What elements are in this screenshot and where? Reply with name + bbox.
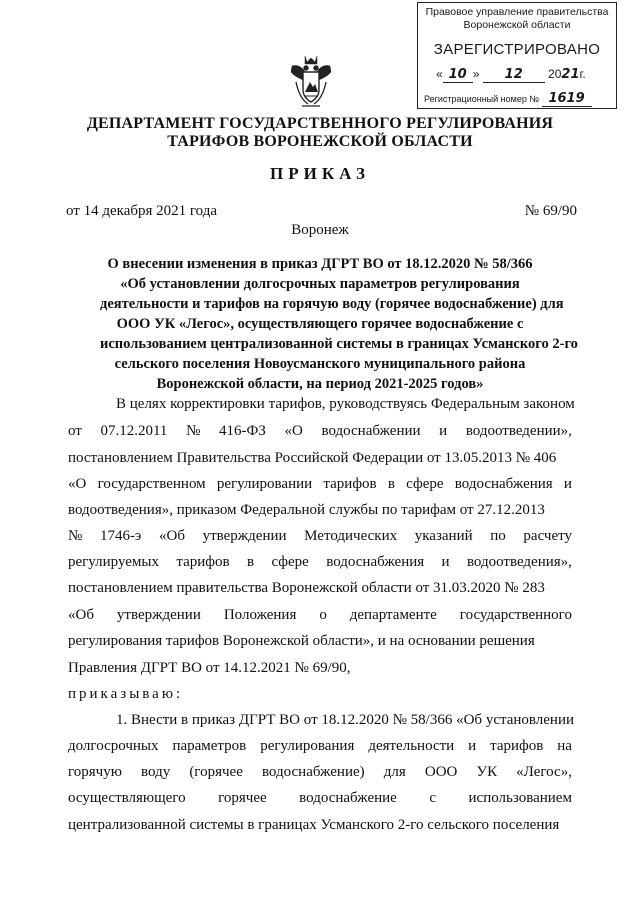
body-word: Положения — [223, 607, 297, 623]
body-word: и — [563, 476, 572, 492]
body-word: горячую — [68, 764, 122, 780]
body-word: водоснабжения — [454, 476, 553, 492]
body-word: водоснабжение) — [261, 764, 365, 780]
order-date: от 14 декабря 2021 года — [66, 203, 218, 219]
body-word: «Об — [159, 528, 185, 544]
subject-line: О внесении изменения в приказ ДГРТ ВО от 18.12.2020 № 58/366 — [107, 256, 533, 272]
body-word: воду — [141, 764, 171, 780]
body-word: регулируемых — [68, 554, 159, 570]
body-line — [68, 790, 572, 807]
body-word: водоотведения», — [466, 554, 572, 570]
body-line — [68, 554, 572, 571]
body-word: деятельности — [368, 738, 455, 754]
subject-line: Воронежской области, на период 2021-2025 годов» — [156, 376, 484, 392]
body-word: и — [439, 423, 448, 439]
prikazyvayu-label: приказываю: — [68, 686, 184, 702]
body-word: водоснабжение — [299, 790, 397, 806]
subject-line: использованием централизованной системы в границах Усманского 2-го — [100, 336, 578, 352]
body-word: в — [387, 476, 395, 492]
stamp-reg-number-label: Регистрационный номер № — [424, 94, 540, 104]
stamp-reg-number-value: 1619 — [548, 91, 585, 106]
body-line — [68, 423, 572, 440]
body-word: использованием — [468, 790, 572, 806]
body-word: с — [429, 790, 437, 806]
body-line: водоотведения», приказом Федеральной службы по тарифам от 27.12.2013 — [68, 502, 545, 518]
body-word: «О — [68, 476, 87, 492]
body-word: «Легос», — [516, 764, 572, 780]
body-word: о — [319, 607, 327, 623]
department-name-line2: ТАРИФОВ ВОРОНЕЖСКОЙ ОБЛАСТИ — [167, 133, 473, 150]
body-word: расчету — [523, 528, 572, 544]
body-line: регулирования тарифов Воронежской области», и на основании решения — [68, 633, 535, 649]
body-word: указаний — [414, 528, 473, 544]
body-line: 1. Внести в приказ ДГРТ ВО от 18.12.2020 № 58/366 «Об установлении — [116, 712, 575, 728]
body-word: 07.12.2011 — [100, 423, 168, 439]
body-line: Правления ДГРТ ВО от 14.12.2021 № 69/90, — [68, 660, 351, 676]
body-line — [68, 764, 572, 781]
body-word: 1746-э — [99, 528, 142, 544]
order-title: ПРИКАЗ — [270, 164, 370, 183]
body-word: утверждении — [202, 528, 287, 544]
stamp-date-day: 10 — [448, 67, 467, 82]
body-word: № — [186, 423, 201, 439]
body-word: долгосрочных — [68, 738, 159, 754]
body-word: регулировании — [216, 476, 313, 492]
body-word: и — [441, 554, 450, 570]
body-word: водоснабжения — [326, 554, 425, 570]
body-word: горячее — [218, 790, 267, 806]
body-word: осуществляющего — [68, 790, 186, 806]
order-subject — [100, 254, 578, 394]
body-word: ООО — [424, 764, 458, 780]
body-word: регулирования — [260, 738, 355, 754]
body-line: В целях корректировки тарифов, руководствуясь Федеральным законом — [116, 396, 575, 412]
subject-line: ООО УК «Легос», осуществляющего горячее водоснабжение с — [116, 316, 524, 332]
body-word: тарифов — [323, 476, 377, 492]
body-word: № — [68, 528, 83, 544]
subject-line: деятельности и тарифов на горячую воду (горячее водоснабжение) для — [100, 296, 564, 312]
body-word: в — [246, 554, 255, 570]
body-line: централизованной системы в границах Усманского 2-го сельского поселения — [68, 817, 560, 833]
coat-of-arms-icon — [288, 52, 334, 110]
stamp-authority-line1: Правовое управление правительства — [425, 6, 609, 18]
body-word: для — [383, 764, 406, 780]
subject-line: «Об установлении долгосрочных параметров регулирования — [120, 276, 520, 292]
registration-stamp — [417, 2, 617, 109]
body-word: тарифов — [176, 554, 230, 570]
body-word: «Об — [68, 607, 94, 623]
body-word: водоотведении», — [465, 423, 572, 439]
department-name-line1: ДЕПАРТАМЕНТ ГОСУДАРСТВЕННОГО РЕГУЛИРОВАНИЯ — [86, 115, 554, 132]
body-word: Методических — [304, 528, 398, 544]
body-word: департаменте — [349, 607, 437, 623]
body-word: государственного — [459, 607, 572, 623]
body-line: постановлением правительства Воронежской области от 31.03.2020 № 283 — [68, 580, 545, 596]
order-number: № 69/90 — [524, 203, 577, 219]
body-word: государственном — [97, 476, 206, 492]
stamp-date-year-suffix: 21 — [561, 67, 580, 82]
body-word: на — [557, 738, 572, 754]
body-line — [68, 528, 572, 545]
stamp-date-year-prefix: 20 — [548, 67, 562, 81]
body-word: тарифов — [490, 738, 544, 754]
body-word: по — [490, 528, 506, 544]
body-line — [68, 738, 572, 755]
body-line: постановлением Правительства Российской Федерации от 13.05.2013 № 406 — [68, 450, 557, 466]
body-word: и — [468, 738, 477, 754]
body-word: сфере — [271, 554, 309, 570]
body-word: параметров — [172, 738, 247, 754]
subject-line: сельского поселения Новоусманского муниципального района — [114, 356, 526, 372]
stamp-registered-label: ЗАРЕГИСТРИРОВАНО — [433, 41, 601, 58]
stamp-reg-number — [424, 91, 614, 107]
order-city: Воронеж — [291, 222, 349, 238]
body-line — [68, 476, 572, 493]
stamp-date-month: 12 — [504, 67, 523, 82]
body-word: утверждении — [116, 607, 201, 623]
body-word: (горячее — [189, 764, 243, 780]
body-word: 416-ФЗ — [219, 423, 266, 439]
body-word: от — [68, 423, 82, 439]
stamp-date: « 10 » 12 2021г. — [436, 67, 586, 82]
body-line — [68, 607, 572, 624]
body-word: водоснабжении — [321, 423, 421, 439]
body-word: «О — [284, 423, 303, 439]
body-word: УК — [476, 764, 498, 780]
body-word: сфере — [406, 476, 444, 492]
stamp-authority-line2: Воронежской области — [463, 19, 571, 31]
